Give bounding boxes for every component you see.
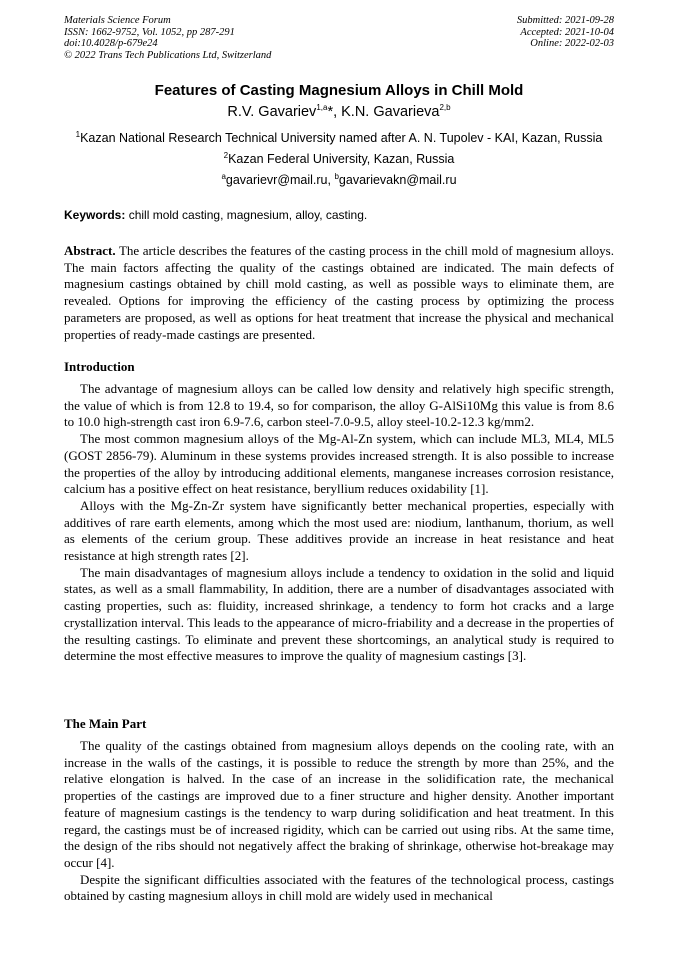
affiliation-1 <box>0 131 678 145</box>
introduction-heading: Introduction <box>64 359 135 374</box>
keywords-label: Keywords: <box>64 208 126 222</box>
abstract-text: The article describes the features of the casting process in the chill mold of magnesium alloys. The main factors affecting the quality of the castings obtained are indicated. The main defects of magnesium castings obtained by chill mold casting, as well as possible ways to eliminate them, are revealed. Options for improving the efficiency of the casting process by optimizing the process parameters are proposed, as well as options for heat treatment that increase the physical and mechanical properties of ready-made castings are presented. <box>64 243 614 342</box>
author-1-sup: 1,a <box>316 103 328 113</box>
intro-paragraph: The most common magnesium alloys of the Mg-Al-Zn system, which can include ML3, ML4, ML5 (GOST 2856-79). Aluminum in these systems provides increased strength. It is also possible to increase the properties of the alloy by introducing additional elements, manganese increases corrosion resistance, calcium has a positive effect on heat resistance, beryllium reduces oxidability [1]. <box>64 431 614 497</box>
dates-info <box>517 15 614 50</box>
email-2-sup: b <box>334 171 339 181</box>
author-2-sup: 2,b <box>439 103 451 113</box>
submitted-date: Submitted: 2021-09-28 <box>516 15 614 26</box>
affiliation-1-sup: 1 <box>75 129 81 139</box>
intro-paragraph: Alloys with the Mg-Zn-Zr system have significantly better mechanical properties, especially with additives of rare earth elements, among which the most used are: niodium, lanthanum, thorium, as well as elements of the cerium group. These additives provide an increase in heat resistance and heat resistance at high strength rates [2]. <box>64 497 614 564</box>
author-2: K.N. Gavarieva <box>341 104 440 120</box>
online-date: Online: 2022-02-03 <box>530 38 614 49</box>
intro-paragraph: The advantage of magnesium alloys can be called low density and relatively high specific strength, the value of which is from 12.8 to 19.4, so for comparison, the alloy G-AlSi10Mg this value is from 8.6 to 10.0 high-strength cast iron 6.9-7.6, carbon steel-7.0-9.5, alloy steel-10.2-12.3 kg/mm2. <box>64 381 614 430</box>
emails <box>0 173 678 187</box>
doi: doi:10.4028/p-679e24 <box>64 38 158 49</box>
keywords-text: chill mold casting, magnesium, alloy, casting. <box>125 208 368 222</box>
journal-info <box>64 15 271 61</box>
journal-name: Materials Science Forum <box>64 15 171 26</box>
affiliation-2 <box>0 152 678 166</box>
corresponding-mark: *, <box>327 104 342 120</box>
main-part-body <box>64 738 614 905</box>
keywords <box>64 208 367 222</box>
introduction-body <box>64 381 614 665</box>
abstract <box>64 243 614 343</box>
copyright: © 2022 Trans Tech Publications Ltd, Switzerland <box>64 49 272 61</box>
email-1-sup: a <box>221 171 226 181</box>
main-paragraph: Despite the significant difficulties associated with the features of the technological process, castings obtained by casting magnesium alloys in chill mold are widely used in mechanical <box>64 871 614 904</box>
abstract-label: Abstract. <box>64 243 116 258</box>
email-1: gavarievr@mail.ru, <box>225 173 335 187</box>
email-2: gavarievakn@mail.ru <box>338 173 457 187</box>
intro-paragraph: The main disadvantages of magnesium alloys include a tendency to oxidation in the solid and liquid states, as well as a small flammability, In addition, there are a number of disadvantages associated with casting properties, such as: fluidity, increased shrinkage, a tendency to form hot cracks and a large crystallization interval. This leads to the appearance of micro-friability and a decrease in the properties of the resulting castings. To eliminate and prevent these shortcomings, an analytical study is required to determine the most effective measures to improve the quality of magnesium castings [3]. <box>64 564 614 664</box>
main-part-heading: The Main Part <box>64 716 147 731</box>
issn: ISSN: 1662-9752, Vol. 1052, pp 287-291 <box>64 26 235 38</box>
affiliation-2-sup: 2 <box>223 150 229 160</box>
accepted-date: Accepted: 2021-10-04 <box>520 26 614 38</box>
authors <box>0 104 678 120</box>
main-paragraph: The quality of the castings obtained from magnesium alloys depends on the cooling rate, with an increase in the walls of the castings, it is possible to reduce the strength by more than 25%, and the relative elongation is halved. In the case of an increase in the solidification rate, the mechanical properties of the castings are improved due to a finer structure and higher density. Another important feature of magnesium castings is the tendency to warp during solidification and heat treatment. In this regard, the castings must be of increased rigidity, which can be carried out using ribs. At the same time, the design of the ribs should not negatively affect the braking of shrinkage, otherwise hot-breakage may occur [4]. <box>64 738 614 870</box>
author-1: R.V. Gavariev <box>227 104 317 120</box>
affiliation-1-text: Kazan National Research Technical University named after A. N. Tupolev - KAI, Kazan, Russia <box>80 131 603 145</box>
paper-title: Features of Casting Magnesium Alloys in Chill Mold <box>154 82 524 99</box>
affiliation-2-text: Kazan Federal University, Kazan, Russia <box>228 152 455 166</box>
